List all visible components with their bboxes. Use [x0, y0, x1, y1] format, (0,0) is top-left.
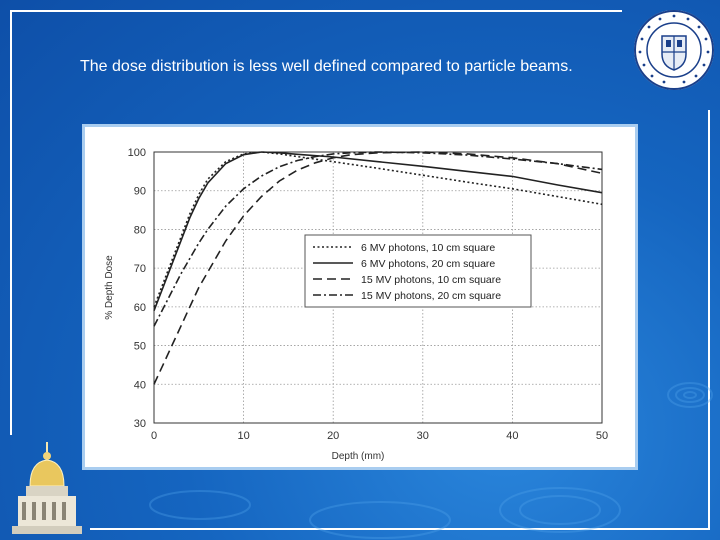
y-tick-labels [128, 147, 146, 430]
depth-dose-plot [85, 127, 635, 467]
chart-legend [305, 235, 531, 307]
legend-label-1: 6 MV photons, 10 cm square [361, 242, 496, 254]
y-tick-label: 40 [133, 379, 146, 392]
slide-frame-top [10, 10, 622, 12]
y-tick-label: 30 [133, 418, 146, 430]
y-tick-label: 50 [133, 340, 146, 353]
y-tick-label: 70 [133, 263, 146, 276]
x-tick-label: 50 [595, 430, 609, 442]
y-tick-label: 100 [127, 147, 146, 159]
y-tick-label: 90 [133, 185, 146, 198]
x-tick-labels [151, 430, 608, 442]
y-tick-label: 60 [133, 301, 146, 314]
depth-dose-chart [82, 124, 638, 470]
slide-frame-right [708, 110, 710, 530]
slide-title: The dose distribution is less well defined compared to particle beams. [80, 58, 573, 75]
slide-frame-left [10, 10, 12, 435]
university-seal-icon [632, 8, 716, 92]
x-tick-label: 0 [150, 430, 158, 442]
legend-label-4: 15 MV photons, 20 cm square [361, 290, 502, 302]
legend-label-2: 6 MV photons, 20 cm square [361, 258, 496, 270]
legend-label-3: 15 MV photons, 10 cm square [361, 274, 502, 286]
y-tick-label: 80 [133, 224, 146, 237]
golden-dome-icon [8, 440, 86, 536]
x-tick-label: 20 [327, 430, 340, 442]
x-tick-label: 40 [506, 430, 519, 442]
y-axis-label: % Depth Dose [104, 255, 115, 320]
x-axis-label: Depth (mm) [331, 451, 385, 462]
x-tick-label: 10 [237, 430, 250, 442]
x-tick-label: 30 [416, 430, 429, 442]
slide-frame-bottom [90, 528, 710, 530]
